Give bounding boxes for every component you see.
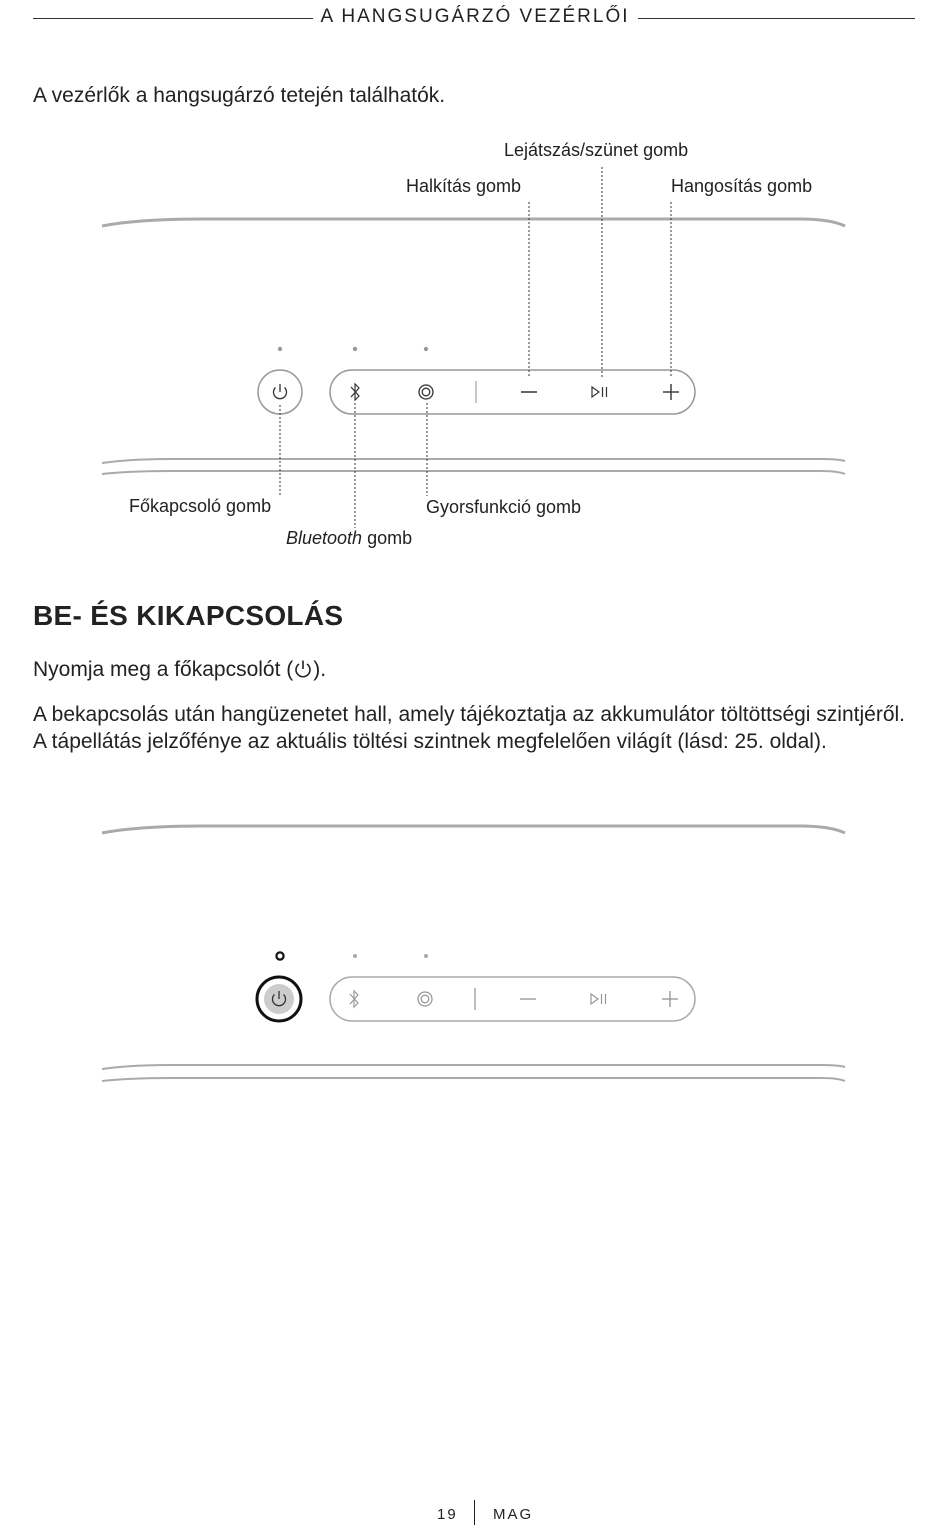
bluetooth-indicator-dot [353,347,357,351]
power-icon [293,659,313,679]
speaker-top-edge [102,219,845,226]
callout-bluetooth [286,528,412,549]
callout-play-pause: Lejátszás/szünet gomb [504,140,689,160]
speaker-bottom-edge-1 [102,459,845,463]
bluetooth-indicator-dot [353,954,357,958]
power-on-diagram [0,815,950,1095]
callout-volume-down: Halkítás gomb [406,176,522,196]
speaker-bottom-edge-2 [102,471,845,474]
section-title: BE- ÉS KIKAPCSOLÁS [33,600,344,631]
speaker-top-edge [102,826,845,833]
power-indicator-lit [276,952,283,959]
power-description: A bekapcsolás után hangüzenetet hall, amely tájékoztatja az akkumulátor töltöttségi szintjéről. A tápellátás jelzőfénye az aktuális töltési szintnek megfelelően világít (lásd: 25. oldal). [33,703,906,753]
callout-volume-up: Hangosítás gomb [671,176,813,196]
speaker-bottom-edge-1 [102,1065,845,1069]
control-bar [330,370,695,414]
control-bar [330,977,695,1021]
page-number: 19 [437,1506,458,1523]
page-header [0,6,950,28]
language-code: MAG [493,1506,534,1523]
power-button[interactable] [258,370,302,414]
power-instruction-after: ). [313,658,327,681]
speaker-bottom-edge-2 [102,1078,845,1081]
footer-separator [474,1500,475,1525]
intro-text: A vezérlők a hangsugárzó tetején találhatók. [33,84,446,107]
callout-bluetooth-suffix: gomb [362,528,413,548]
speaker-power-illustration [0,815,950,1095]
page-header-title: A HANGSUGÁRZÓ VEZÉRLŐI [313,6,638,27]
callout-quick-function: Gyorsfunkció gomb [426,497,582,517]
quick-function-indicator-dot [424,954,428,958]
power-indicator-dot [278,347,282,351]
quick-function-indicator-dot [424,347,428,351]
power-instruction [33,656,913,683]
controls-diagram [0,130,950,570]
power-instruction-before: Nyomja meg a főkapcsolót ( [33,658,294,681]
power-button-pressed[interactable] [257,977,301,1021]
callout-power: Főkapcsoló gomb [129,496,272,516]
callout-bluetooth-name: Bluetooth [286,528,363,548]
